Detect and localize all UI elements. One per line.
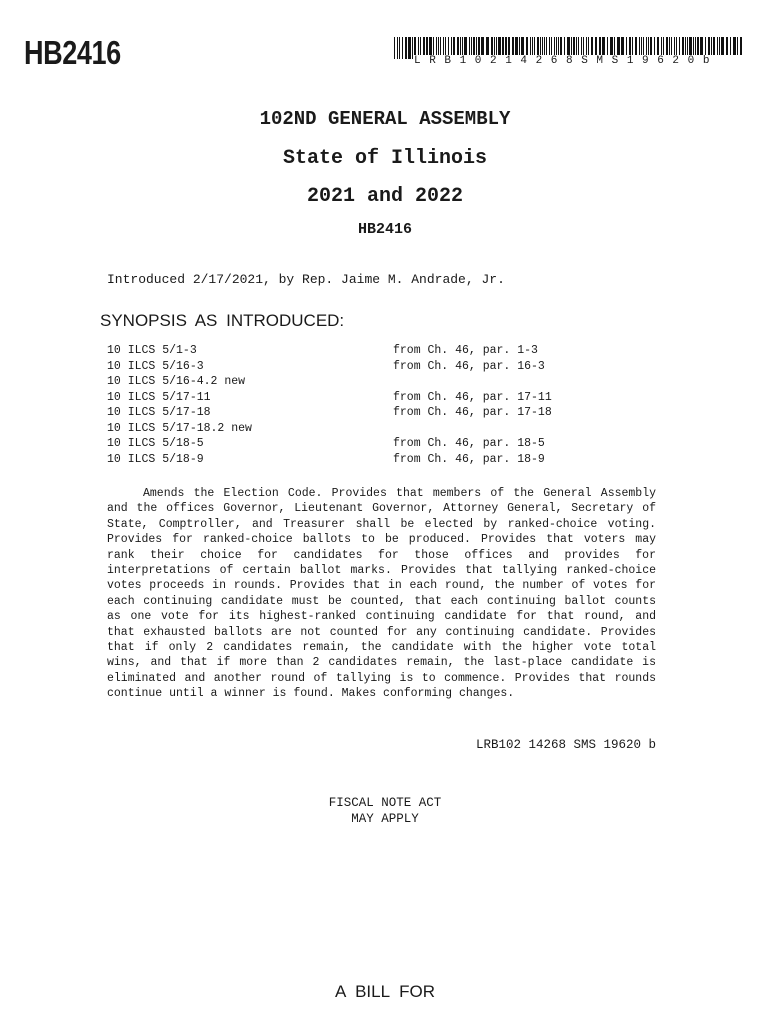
citation-row — [107, 390, 587, 406]
citation-row — [107, 359, 587, 375]
citation-row — [107, 436, 587, 452]
barcode — [394, 37, 742, 67]
prior-citation: from Ch. 46, par. 16-3 — [393, 359, 545, 373]
citation-row — [107, 405, 587, 421]
ilcs-citation: 10 ILCS 5/17-18.2 new — [107, 421, 252, 435]
prior-citation: from Ch. 46, par. 18-9 — [393, 452, 545, 466]
barcode-bar — [402, 37, 403, 59]
bill-for-heading: A BILL FOR — [334, 982, 436, 1001]
ilcs-citation: 10 ILCS 5/18-9 — [107, 452, 204, 466]
assembly-title: 102ND GENERAL ASSEMBLY — [259, 108, 511, 130]
fiscal-note-line: FISCAL NOTE ACT — [328, 796, 442, 810]
citation-list — [107, 343, 587, 467]
ilcs-citation: 10 ILCS 5/1-3 — [107, 344, 197, 357]
barcode-bar — [394, 37, 395, 59]
ilcs-citation: 10 ILCS 5/17-11 — [107, 390, 211, 404]
barcode-bar — [405, 37, 407, 59]
barcode-bar — [408, 37, 411, 59]
bill-number: HB2416 — [24, 34, 121, 71]
synopsis-heading: SYNOPSIS AS INTRODUCED: — [100, 311, 345, 330]
citation-row — [107, 374, 587, 390]
ilcs-citation: 10 ILCS 5/17-18 — [107, 406, 211, 419]
prior-citation: from Ch. 46, par. 17-18 — [393, 406, 552, 419]
introduced-line: Introduced 2/17/2021, by Rep. Jaime M. Andrade, Jr. — [107, 272, 505, 287]
barcode-bar — [397, 37, 398, 59]
ilcs-citation: 10 ILCS 5/18-5 — [107, 437, 204, 450]
barcode-caption: LRB10214268SMS19620b — [414, 55, 742, 67]
lrb-code: LRB102 14268 SMS 19620 b — [475, 738, 656, 752]
fiscal-note-line: MAY APPLY — [351, 812, 419, 826]
synopsis-paragraph: Amends the Election Code. Provides that members of the General Assembly and the offices Governor, Lieutenant Governor, Attorney General, Secretary of State, Comptroller, and Treasurer shall be elected by ranked-choice voting. Provides for ranked-choice ballots to be produced. Provides that voters may rank their choice for candidates for those offices and provides for interpretations of certain ballot marks. Provides that tallying ranked-choice votes proceeds in rounds. Provides that in each round, the number of votes for each continuing candidate must be counted, that each continuing ballot counts as one vote for its highest-ranked continuing candidate for that round, and that exhausted ballots are not counted for any continuing candidate. Provides that if only 2 candidates remain, the candidate with the higher vote total wins, and that if more than 2 candidates remain, the last-place candidate is eliminated and another round of tallying is to commence. Provides that rounds continue until a winner is found. Makes conforming changes. — [107, 487, 656, 701]
bill-number-subtitle: HB2416 — [357, 221, 412, 238]
citation-row — [107, 452, 587, 468]
fiscal-note — [0, 795, 770, 827]
citation-row — [107, 421, 587, 437]
session-years: 2021 and 2022 — [306, 185, 464, 208]
prior-citation: from Ch. 46, par. 17-11 — [393, 390, 552, 404]
citation-row — [107, 343, 587, 359]
state-title: State of Illinois — [282, 147, 488, 170]
ilcs-citation: 10 ILCS 5/16-3 — [107, 359, 204, 373]
prior-citation: from Ch. 46, par. 1-3 — [393, 344, 538, 357]
barcode-bar — [399, 37, 400, 59]
barcode-bar — [412, 37, 413, 59]
prior-citation: from Ch. 46, par. 18-5 — [393, 437, 545, 450]
ilcs-citation: 10 ILCS 5/16-4.2 new — [107, 375, 246, 388]
